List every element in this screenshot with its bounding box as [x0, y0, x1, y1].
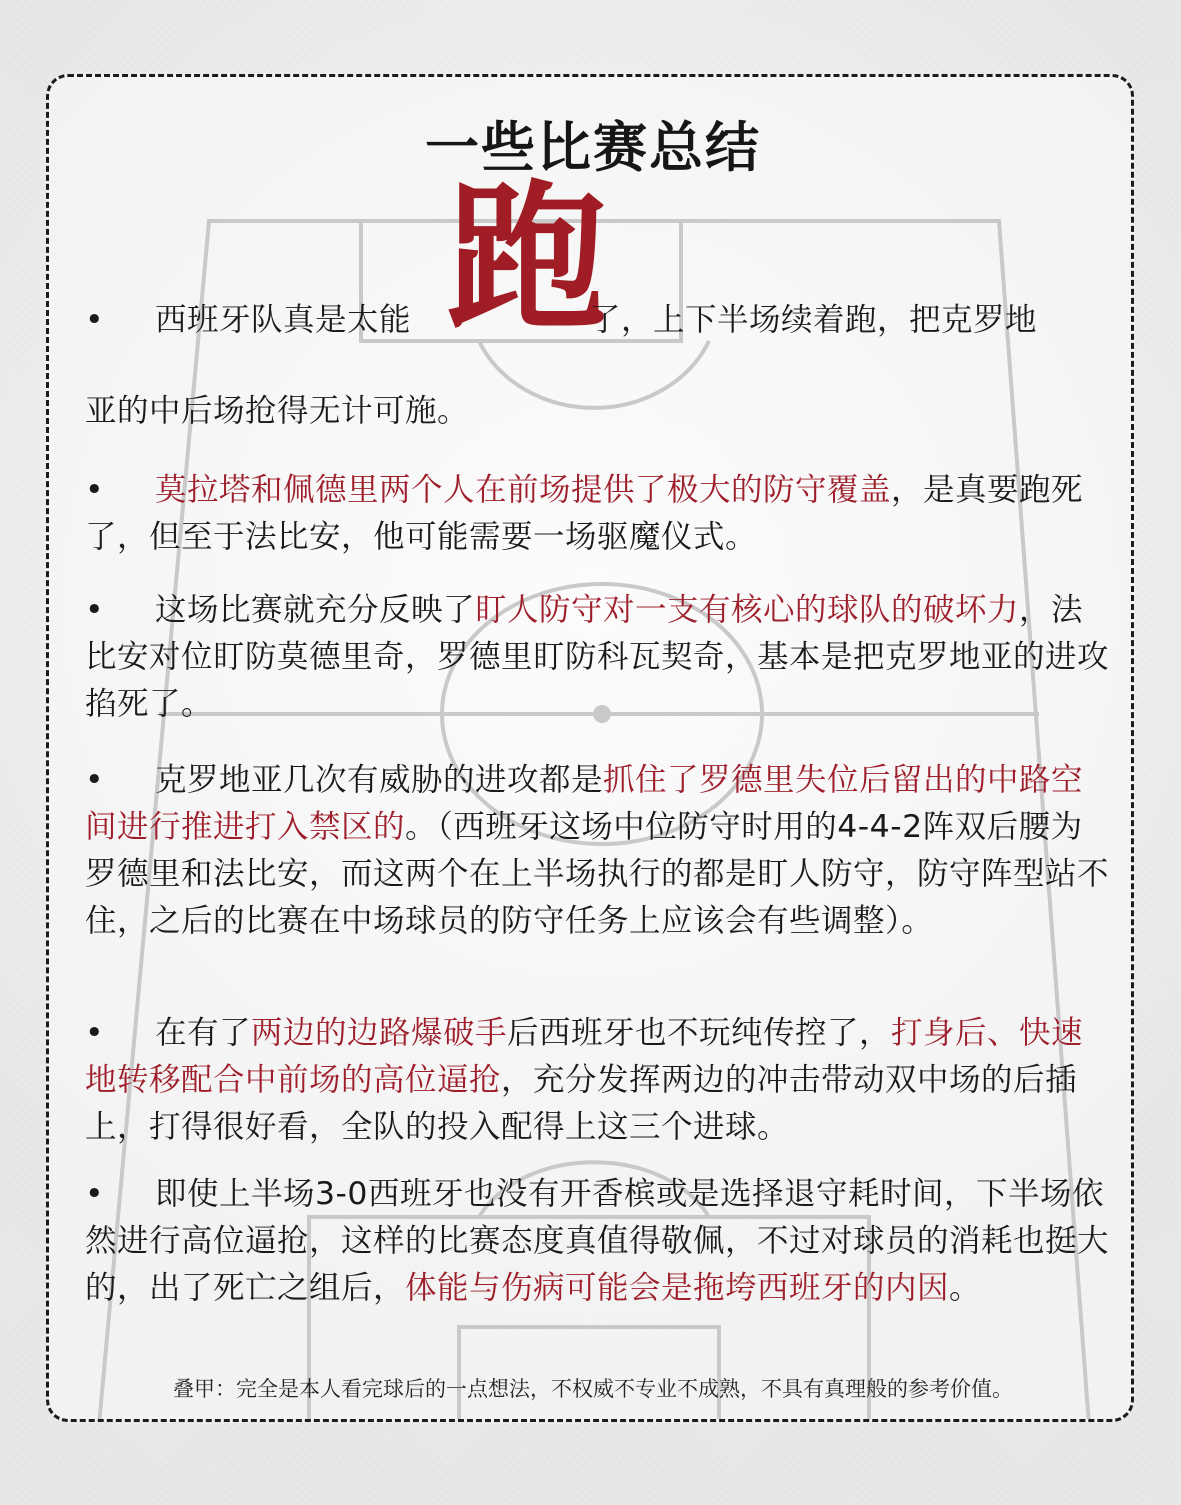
bullet-marker: • — [85, 1176, 105, 1212]
point-6-highlight: 体能与伤病可能会是拖垮西班牙的内因 — [405, 1270, 950, 1306]
point-6-text-b: 。 — [949, 1270, 982, 1306]
bullet-marker: • — [85, 762, 105, 798]
point-4-text-a: 克罗地亚几次有威胁的进攻都是 — [155, 762, 604, 798]
bullet-marker: • — [85, 592, 105, 628]
bullet-marker: • — [85, 302, 105, 338]
point-1-text-c: 亚的中后场抢得无计可施。 — [85, 393, 470, 429]
point-4-highlight: 抓住了罗德里失位后留出的中路空间进行推进打入禁区的 — [85, 762, 1084, 845]
point-2-text: ，是真要跑死了，但至于法比安，他可能需要一场驱魔仪式。 — [85, 472, 1084, 555]
disclaimer-footer: 叠甲：完全是本人看完球后的一点想法，不权威不专业不成熟，不具有真理般的参考价值。 — [173, 1377, 1013, 1401]
summary-point-3 — [85, 587, 1113, 728]
bullet-marker: • — [85, 1015, 105, 1051]
summary-point-5 — [85, 1010, 1113, 1151]
summary-point-6 — [85, 1171, 1113, 1312]
point-1-text-a: 西班牙队真是太能 — [155, 302, 412, 338]
point-5-highlight-1: 两边的边路爆破手 — [251, 1015, 508, 1051]
point-4-text-b: 。（西班牙这场中位防守时用的4-4-2阵双后腰为罗德里和法比安，而这两个在上半场执行的都是盯人防守，防守阵型站不住，之后的比赛在中场球员的防守任务上应该会有些调整）。 — [85, 809, 1110, 939]
point-3-text-b: ，法比安对位盯防莫德里奇，罗德里盯防科瓦契奇，基本是把克罗地亚的进攻掐死了。 — [85, 592, 1110, 722]
summary-point-4 — [85, 757, 1113, 945]
summary-card — [46, 74, 1134, 1422]
point-5-text-a: 在有了 — [155, 1015, 252, 1051]
point-2-highlight: 莫拉塔和佩德里两个人在前场提供了极大的防守覆盖 — [155, 472, 892, 508]
point-5-text-c: ，充分发挥两边的冲击带动双中场的后插上，打得很好看，全队的投入配得上这三个进球。 — [85, 1062, 1078, 1145]
point-1-text-b: 了，上下半场续着跑，把克罗地 — [589, 302, 1038, 338]
point-5-highlight-2: 打身后、快速地转移配合中前场的高位逼抢 — [85, 1015, 1084, 1098]
point-6-text-a: 即使上半场3-0西班牙也没有开香槟或是选择退守耗时间，下半场依然进行高位逼抢，这样的比赛态度真值得敬佩，不过对球员的消耗也挺大的，出了死亡之组后， — [85, 1176, 1110, 1306]
bullet-marker: • — [85, 472, 105, 508]
summary-point-1 — [85, 297, 1113, 435]
point-3-text-a: 这场比赛就充分反映了 — [155, 592, 476, 628]
summary-point-2 — [85, 467, 1113, 561]
point-3-highlight: 盯人防守对一支有核心的球队的破坏力 — [475, 592, 1020, 628]
point-5-text-b: 后西班牙也不玩纯传控了， — [507, 1015, 892, 1051]
page-title: 一些比赛总结 — [425, 116, 761, 179]
highlight-character: 跑 — [446, 165, 607, 352]
